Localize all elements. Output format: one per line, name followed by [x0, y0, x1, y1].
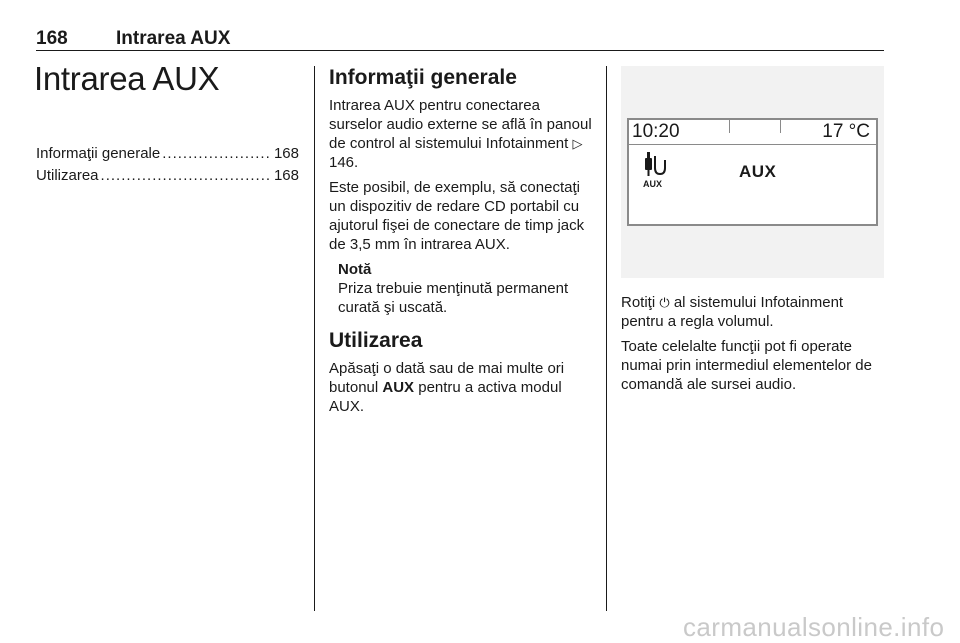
usage-text-after: pentru a activa modul AUX.: [329, 379, 562, 415]
display-icon-label: AUX: [643, 179, 663, 189]
note-text: Priza trebuie menţinută permanent curată şi uscată.: [338, 280, 569, 316]
page-reference[interactable]: 146.: [329, 154, 359, 171]
chapter-title: Intrarea AUX: [34, 60, 220, 97]
middle-column: [329, 64, 592, 422]
display-clock: 10:20: [632, 121, 680, 142]
aux-button-label: AUX: [382, 379, 415, 396]
page-number: 168: [36, 28, 68, 49]
toc-leader-dots: [162, 143, 272, 165]
note-title: Notă: [338, 261, 372, 278]
toc-entry-page: 168: [273, 145, 299, 162]
aux-jack-icon: [645, 152, 667, 178]
usage-paragraph: [329, 359, 592, 416]
toc-entry-usage[interactable]: [36, 165, 299, 187]
right-column: [621, 293, 887, 400]
general-paragraph-2: Este posibil, de exemplu, să conectaţi un dispozitiv de redare CD portabil cu ajutorul fişei de conectare de timp jack de 3,5 mm în intrarea AUX.: [329, 179, 585, 253]
display-status-bar: [629, 120, 876, 145]
section-heading-general: Informaţii generale: [329, 66, 517, 89]
rotate-text-after: al sistemului Infotainment pentru a regla volumul.: [621, 294, 844, 330]
power-knob-icon: ⏻: [659, 295, 670, 310]
infotainment-display: [627, 118, 878, 226]
toc-entry-page: 168: [273, 167, 299, 184]
toc-entry-label: Informaţii generale: [36, 145, 161, 162]
table-of-contents: [36, 143, 299, 187]
note-box: [338, 260, 592, 317]
column-divider-right: [606, 66, 607, 611]
right-paragraph-2: Toate celelalte funcţii pot fi operate numai prin intermediul elementelor de comandă ale sursei audio.: [621, 338, 872, 393]
running-header-title: Intrarea AUX: [116, 28, 231, 49]
column-divider-left: [314, 66, 315, 611]
display-tick-1: [729, 120, 730, 133]
display-temperature: 17 °C: [822, 121, 870, 142]
right-paragraph-1: [621, 293, 887, 331]
rotate-text-before: Rotiţi: [621, 294, 656, 311]
display-illustration: [621, 66, 884, 278]
usage-text-before: Apăsaţi o dată sau de mai multe ori butonul: [329, 360, 565, 396]
toc-entry-label: Utilizarea: [36, 167, 99, 184]
header-rule: [36, 50, 884, 51]
general-paragraph-1: [329, 96, 592, 172]
display-source-name: AUX: [739, 162, 777, 181]
toc-leader-dots: [101, 165, 272, 187]
watermark: carmanualsonline.info: [683, 612, 945, 642]
section-heading-usage: Utilizarea: [329, 329, 423, 352]
page-reference-arrow-icon: ▷: [572, 136, 583, 151]
general-paragraph-1-text: Intrarea AUX pentru conectarea surselor audio externe se află în panoul de control al sistemului Infotainment: [329, 97, 592, 152]
display-tick-2: [780, 120, 781, 133]
toc-entry-general[interactable]: [36, 143, 299, 165]
